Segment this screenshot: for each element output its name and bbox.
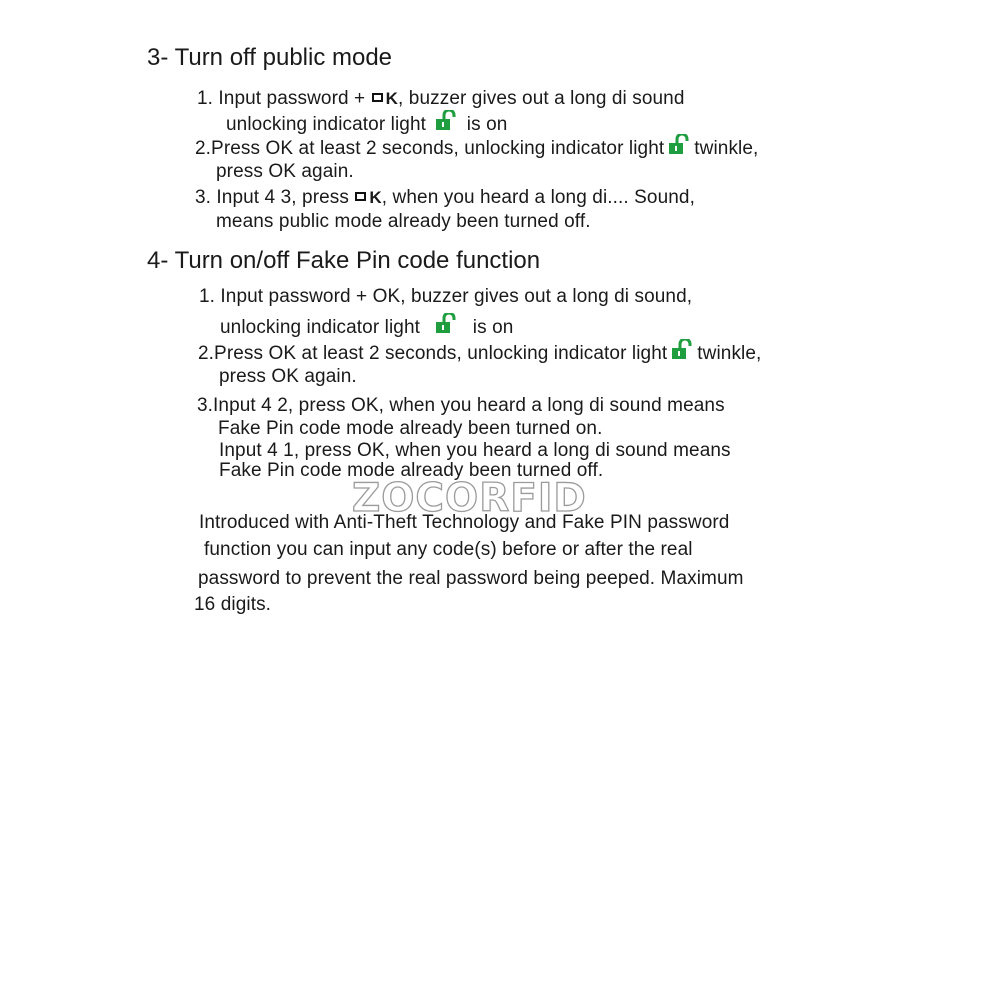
s3-step1-text-b: , buzzer gives out a long di sound [398, 88, 685, 109]
ok-k-letter: K [369, 188, 382, 207]
s4-step2-line1 [198, 339, 761, 369]
s4-step1-line1: 1. Input password + OK, buzzer gives out a long di sound, [199, 286, 693, 307]
s4-step1-text-b: is on [472, 317, 514, 339]
intro-line-3: password to prevent the real password being peeped. Maximum [198, 568, 744, 589]
s3-step2-line2: press OK again. [216, 161, 354, 182]
s3-step2-text: 2.Press OK at least 2 seconds, unlocking indicator light [195, 138, 665, 160]
s3-step1-line1 [197, 88, 685, 110]
s3-step3-text: 3. Input 4 3, press [195, 187, 349, 208]
section-3-heading: 3- Turn off public mode [147, 44, 393, 71]
unlock-icon [668, 134, 690, 160]
s3-step2-text-b: twinkle, [694, 138, 759, 160]
s4-step3-line3: Input 4 1, press OK, when you heard a long di sound means [219, 440, 731, 461]
s3-step2-line1 [195, 134, 758, 164]
s3-step3-line1 [195, 187, 695, 209]
unlock-icon [671, 339, 693, 365]
s3-step1-text-d: is on [466, 114, 508, 136]
s3-step1-text: 1. Input password + [197, 88, 366, 109]
s4-step1-text: unlocking indicator light [220, 317, 421, 339]
s4-step2-text-b: twinkle, [697, 343, 762, 365]
s3-step1-text-c: unlocking indicator light [226, 114, 427, 136]
unlock-icon [435, 313, 457, 339]
intro-line-2: function you can input any code(s) before or after the real [204, 539, 693, 560]
s4-step2-line2: press OK again. [219, 366, 357, 387]
s4-step2-text: 2.Press OK at least 2 seconds, unlocking indicator light [198, 343, 668, 365]
ok-box-icon [355, 192, 366, 201]
s4-step3-line1: 3.Input 4 2, press OK, when you heard a long di sound means [197, 395, 725, 416]
s3-step3-text-b: , when you heard a long di.... Sound, [381, 187, 695, 208]
unlock-icon [435, 110, 457, 136]
ok-k-letter: K [385, 89, 399, 108]
intro-line-4: 16 digits. [194, 594, 272, 615]
section-4-heading: 4- Turn on/off Fake Pin code function [147, 247, 541, 274]
s3-step3-line2: means public mode already been turned off. [216, 211, 591, 232]
s4-step3-line4: Fake Pin code mode already been turned off. [219, 460, 604, 481]
watermark: ZOCORFID [352, 476, 587, 521]
ok-box-icon [372, 93, 383, 102]
intro-line-1: Introduced with Anti-Theft Technology and Fake PIN password [199, 512, 730, 533]
s4-step3-line2: Fake Pin code mode already been turned on. [218, 418, 603, 439]
